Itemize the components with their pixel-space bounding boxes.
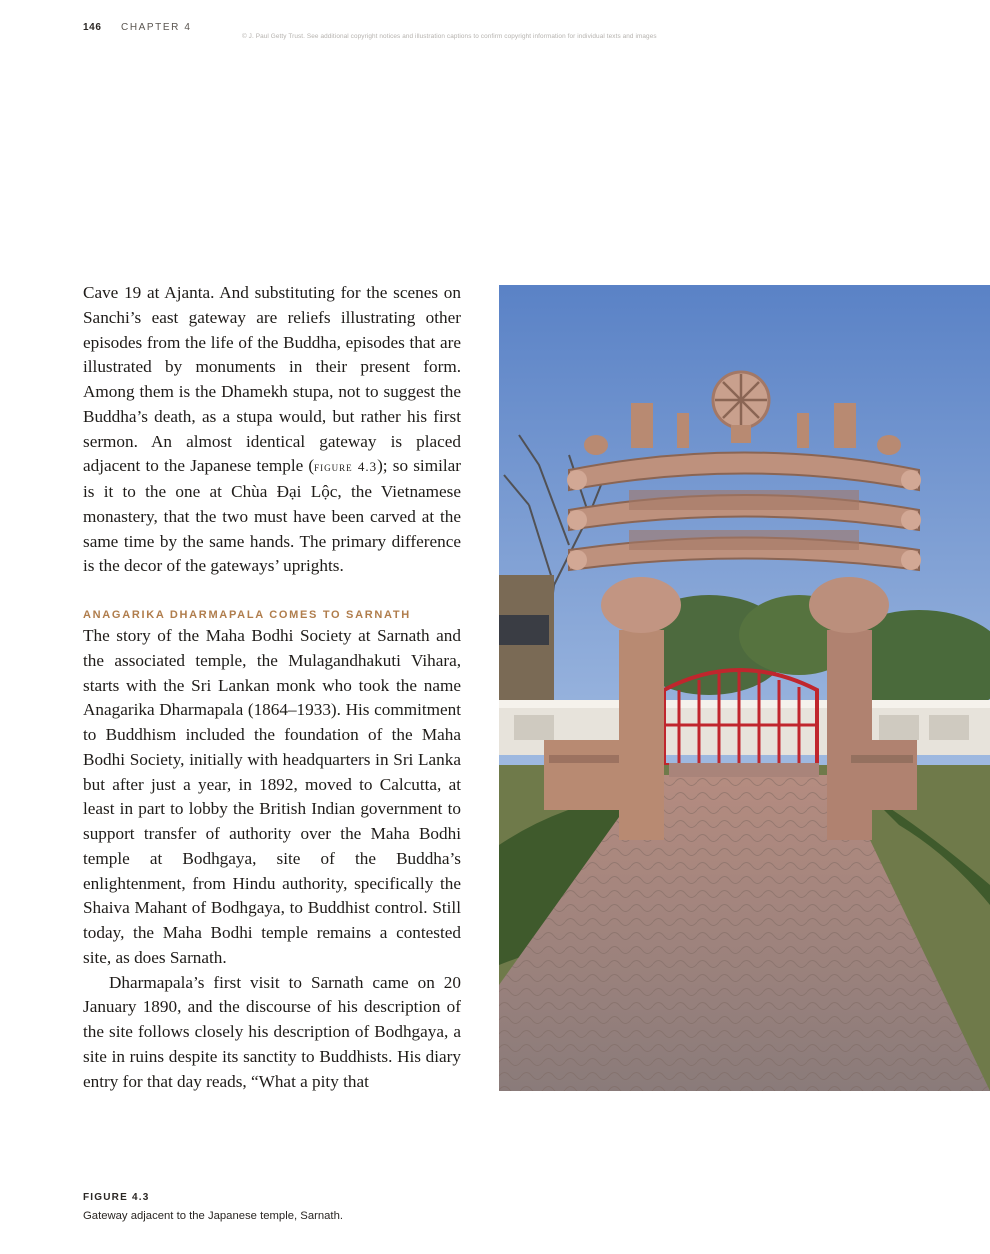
- figure-photo-gateway: [499, 285, 990, 1091]
- figure-caption: Gateway adjacent to the Japanese temple, Sarnath.: [83, 1210, 343, 1222]
- figure-reference: figure 4.3: [314, 459, 378, 475]
- copyright-notice: © J. Paul Getty Trust. See additional copyright notices and illustration captions to confirm copyright information for individual texts and images: [242, 33, 657, 40]
- body-paragraph: [83, 281, 461, 579]
- paragraph-text: ); so similar is it to the one at Chùa Đại Lộc, the Vietnamese monastery, that the two must have been carved at the same time by the same hands. The primary difference is the decor of the gateways’ uprights.: [83, 456, 461, 576]
- running-head-chapter: CHAPTER 4: [121, 22, 192, 33]
- gateway-photo-illustration: [499, 285, 990, 1091]
- body-paragraph: The story of the Maha Bodhi Society at Sarnath and the associated temple, the Mulagandhakuti Vihara, starts with the Sri Lankan monk who took the name Anagarika Dharmapala (1864–1933). His commitment to Buddhism included the foundation of the Maha Bodhi Society, initially with headquarters in Sri Lanka but after just a year, in 1892, moved to Calcutta, at least in part to lobby the British Indian government to support transfer of authority over the Maha Bodhi temple at Bodhgaya, site of the Buddha’s enlightenment, from Hindu authority, specifically the Shaiva Mahant of Bodhgaya, to Buddhist control. Still today, the Maha Bodhi temple remains a contested site, as does Sarnath.: [83, 626, 461, 967]
- paragraph-text: Cave 19 at Ajanta. And substituting for the scenes on Sanchi’s east gateway are reliefs illustrating other episodes from the life of the Buddha, episodes that are illustrated by monuments in their present form. Among them is the Dhamekh stupa, not to suggest the Buddha’s death, as a stupa would, but rather his first sermon. An almost identical gateway is placed adjacent to the Japanese temple (: [83, 283, 461, 476]
- body-text-column: [83, 281, 461, 1094]
- section-heading: ANAGARIKA DHARMAPALA COMES TO SARNATH: [83, 609, 411, 621]
- figure-label: FIGURE 4.3: [83, 1192, 150, 1203]
- body-paragraph: Dharmapala’s first visit to Sarnath came on 20 January 1890, and the discourse of his description of the site follows closely his description of Bodhgaya, a site in ruins despite its sanctity to Buddhists. His diary entry for that day reads, “What a pity that: [83, 972, 461, 1091]
- page-number: 146: [83, 22, 102, 33]
